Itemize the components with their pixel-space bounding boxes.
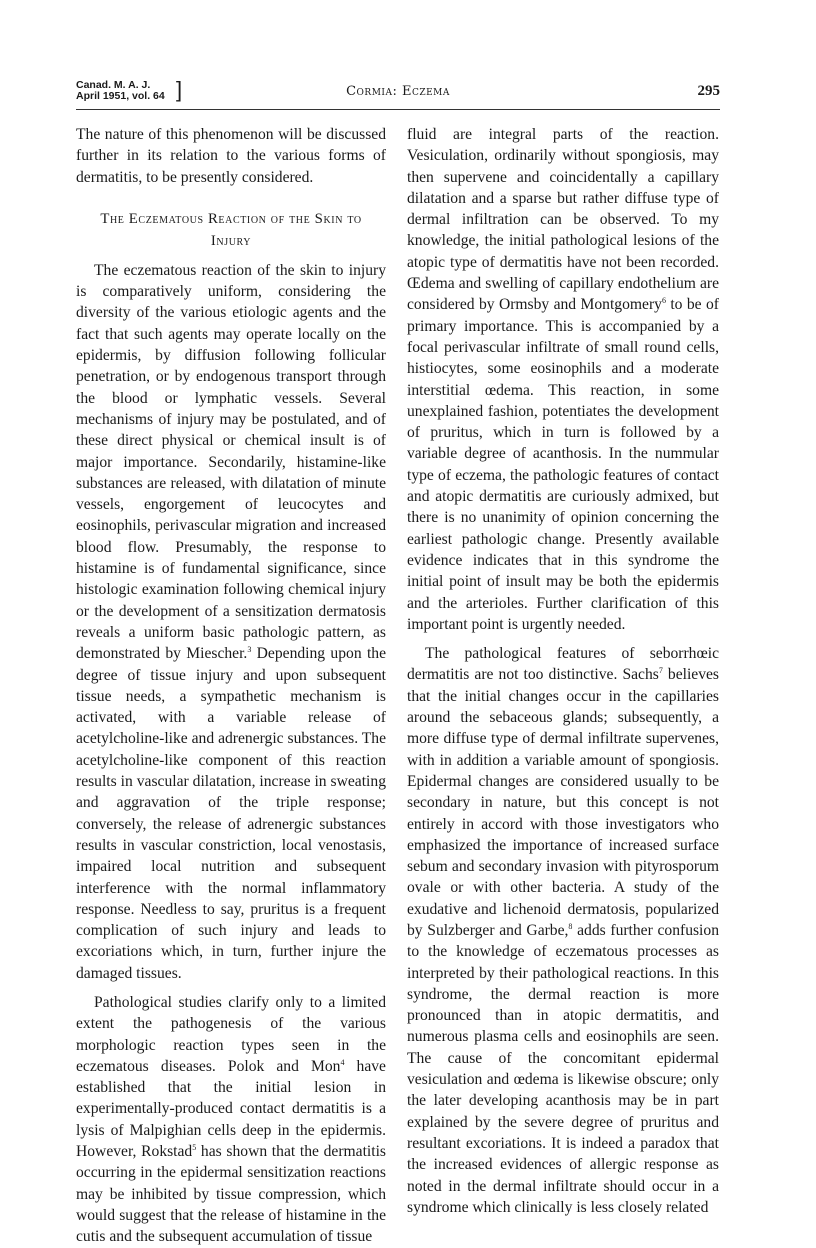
header-rule (76, 109, 720, 110)
reference-mark: 6 (661, 296, 666, 306)
paragraph (76, 992, 386, 1248)
reference-mark: 4 (340, 1057, 345, 1067)
paragraph-text: believes that the initial changes occur in the capillaries around the sebaceous glands; subsequently, a more diffuse type of dermal infiltrate supervenes, with in addition a variable amount of spongiosis. Epidermal changes are considered usually to be secondary in nature, but this concept is not entirely in accord with those investigators who emphasized the importance of increased surface sebum and secondary invasion with pityrosporum ovale or with other bacteria. A study of the exudative and lichenoid dermatosis, popularized by Sulzberger and Garbe, (407, 666, 720, 939)
paragraph-text: have established that the initial lesion in experimentally-produced contact dermatitis is a lysis of Malpighian cells deep in the epidermis. However, Rokstad (76, 1057, 386, 1161)
right-column (407, 124, 719, 1218)
paragraph-continuation (407, 124, 719, 635)
reference-mark: 3 (247, 645, 252, 655)
journal-name: Canad. M. A. J. (76, 79, 151, 91)
paragraph (76, 260, 386, 984)
paragraph-text: The eczematous reaction of the skin to injury is comparatively uniform, considering the diversity of the various etiologic agents and the fact that such agents may operate locally on the epidermis, by diffusion following follicular penetration, or by endogenous transport through the blood or lymphatic vessels. Several mechanisms of injury may be postulated, and of these direct physical or chemical insult is of major importance. Secondarily, histamine-like substances are released, with dilatation of minute vessels, engorgement of leucocytes and eosinophils, perivascular migration and increased blood flow. Presumably, the response to histamine is of fundamental significance, since histologic examination following chemical injury or the development of a sensitization dermatosis reveals a uniform basic pathologic pattern, as demonstrated by Miescher. (76, 261, 386, 663)
reference-mark: 7 (658, 666, 663, 676)
paragraph-text: adds further confusion to the knowledge of eczematous processes as interpreted by their pathological reactions. In this syndrome, the dermal reaction is more pronounced than in atopic dermatitis, and numerous plasma cells and eosinophils are seen. The cause of the concomitant epidermal vesiculation and œdema is likewise obscure; only the later developing acanthosis may be in part explained by the severe degree of pruritus and resultant excoriations. It is indeed a paradox that the increased evidences of allergic response as noted in the dermal infiltrate should occur in a syndrome which clinically is less closely related (407, 921, 719, 1216)
paragraph (407, 643, 719, 1218)
paragraph-text: The pathological features of seborrhœic dermatitis are not too distinctive. Sachs (407, 645, 719, 684)
page-header (76, 77, 720, 108)
paragraph-text: has shown that the dermatitis occurring in the epidermal sensitization reactions may be inhibited by tissue compression, which would suggest that the release of histamine in the cutis and the subsequent accumulation of tissue (76, 1143, 386, 1246)
citation-bracket: ] (176, 77, 183, 102)
reference-mark: 8 (568, 921, 573, 931)
paragraph-text: to be of primary importance. This is accompanied by a focal perivascular infiltrate of small round cells, histiocytes, some eosinophils and a moderate interstitial œdema. This reaction, in some unexplained fashion, potentiates the development of pruritus, which in turn is followed by a variable degree of acanthosis. In the nummular type of eczema, the pathologic features of contact and atopic dermatitis are curiously admixed, but there is no unanimity of opinion concerning the earliest pathologic change. Presently available evidence indicates that in this syndrome the initial point of insult may be both the epidermis and the arterioles. Further clarification of this important point is urgently needed. (407, 296, 719, 633)
page-number: 295 (697, 83, 720, 99)
paragraph-continuation: The nature of this phenomenon will be discussed further in its relation to the various forms of dermatitis, to be presently considered. (76, 126, 386, 186)
paragraph-text: Depending upon the degree of tissue injury and upon subsequent tissue needs, a sympathetic mechanism is activated, with a variable release of acetylcholine-like and adrenergic substances. The acetylcholine-like component of this reaction results in vascular dilatation, increase in sweating and aggravation of the triple response; conversely, the release of adrenergic substances results in vascular constriction, local venostasis, impaired local nutrition and subsequent interference with the normal inflammatory response. Needless to say, pruritus is a frequent complication of such injury and leads to excoriations which, in turn, further injure the damaged tissues. (76, 645, 386, 982)
left-column (76, 124, 386, 1248)
paragraph-text: fluid are integral parts of the reaction. Vesiculation, ordinarily without spongiosis, may then supervene and coincidentally a capillary dilatation and a sparse but rather diffuse type of dermal infiltration can be observed. To my knowledge, the initial pathological lesions of the atopic type of dermatitis have not been recorded. Œdema and swelling of capillary endothelium are considered by Ormsby and Montgomery (407, 126, 719, 314)
paragraph-text: Pathological studies clarify only to a limited extent the pathogenesis of the various morphologic reaction types seen in the eczematous diseases. Polok and Mon (76, 993, 386, 1075)
reference-mark: 5 (192, 1143, 197, 1153)
section-heading: The Eczematous Reaction of the Skin to Injury (100, 210, 362, 249)
running-title: Cormia: Eczema (346, 84, 450, 99)
journal-issue: April 1951, vol. 64 (76, 90, 165, 102)
